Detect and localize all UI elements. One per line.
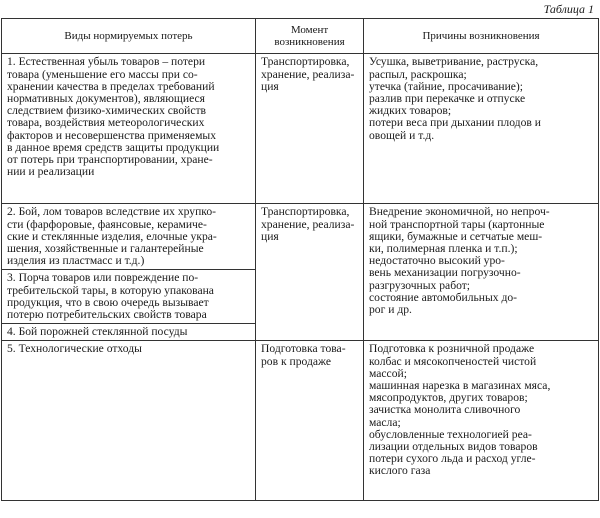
text-line: недостаточно высокий уро-: [369, 254, 505, 268]
text-line: 2. Бой, лом товаров вследствие их хрупко-: [7, 205, 216, 219]
text-line: ские и стеклянные изделия, елочные укра-: [7, 229, 217, 243]
text-line: колбас и мясокопченостей чистой: [369, 354, 537, 368]
cell-reasons: [364, 204, 599, 341]
text-line: товара, воздействия метеорологических: [7, 116, 205, 130]
header-row: [2, 19, 599, 54]
table-caption: Таблица 1: [543, 2, 594, 16]
text-line: масла;: [369, 415, 401, 429]
text-line: массой;: [369, 366, 407, 380]
text-line: требительской тары, в которую упакована: [7, 283, 214, 297]
header-moment: [256, 19, 364, 54]
text-line: Подготовка това-: [261, 342, 346, 356]
text-line: сти (фарфоровые, фаянсовые, керамиче-: [7, 217, 207, 231]
text-line: изделия из пластмасс и т.д.): [7, 254, 145, 268]
text-line: Усушка, выветривание, раструска,: [369, 55, 539, 69]
text-line: Подготовка к розничной продаже: [369, 342, 535, 356]
text-line: Внедрение экономичной, но непроч-: [369, 205, 550, 219]
text-line: потери веса при дыхании плодов и: [369, 116, 541, 130]
text-line: ящики, бумажные и сетчатые меш-: [369, 229, 543, 243]
text-line: зачистка монолита сливочного: [369, 403, 521, 417]
text-line: разлив при перекачке и отпуске: [369, 92, 526, 106]
cell-moment: [256, 54, 364, 204]
cell-type: [2, 54, 256, 204]
text-line: факторов и несовершенства применяемых: [7, 128, 216, 142]
text-line: 4. Бой порожней стеклянной посуды: [7, 325, 188, 339]
cell-moment: [256, 204, 364, 341]
text-line: ция: [261, 79, 279, 93]
text-line: мясопродуктов, других товаров;: [369, 391, 528, 405]
text-line: товара (уменьшение его массы при со-: [7, 67, 198, 81]
text-line: в данное время средств защиты продукции: [7, 140, 220, 154]
text-line: утечка (тайние, просачивание);: [369, 79, 524, 93]
text-line: ров к продаже: [261, 354, 332, 368]
text-line: продукция, что в свою очередь вызывает: [7, 295, 209, 309]
cell-moment: [256, 341, 364, 501]
text-line: машинная нарезка в магазинах мяса,: [369, 379, 551, 393]
text-line: хранение, реализа-: [261, 217, 355, 231]
text-line: вень механизации погрузочно-: [369, 266, 521, 280]
text-line: ной транспортной тары (картонные: [369, 217, 545, 231]
header-reasons: Причины возникновения: [364, 19, 599, 54]
text-line: от потерь при транспортировании, хране-: [7, 153, 213, 167]
text-line: состояние автомобильных до-: [369, 290, 518, 304]
text-line: 3. Порча товаров или повреждение по-: [7, 271, 199, 285]
text-line: жидких товаров;: [369, 104, 452, 118]
text-line: кислого газа: [369, 464, 431, 478]
text-line: 5. Технологические отходы: [7, 342, 142, 356]
text-line: нии и реализации: [7, 165, 95, 179]
text-line: обусловленные технологией реа-: [369, 427, 532, 441]
text-line: потерю потребительских свойств товара: [7, 308, 207, 322]
text-line: лизации отдельных видов товаров: [369, 440, 538, 454]
text-line: распыл, раскрошка;: [369, 67, 467, 81]
text-line: хранение, реализа-: [261, 67, 355, 81]
header-moment-line: возникновения: [274, 36, 345, 49]
header-moment-line: Момент: [290, 24, 329, 36]
text-line: Транспортировка,: [261, 55, 350, 69]
text-line: нормативных документов), являющиеся: [7, 92, 205, 106]
text-line: ция: [261, 229, 279, 243]
text-line: шения, хозяйственные и галантерейные: [7, 242, 204, 256]
table-row: [2, 54, 599, 204]
cell-type: [2, 270, 256, 324]
table-row: [2, 341, 599, 501]
text-line: ки, полимерная пленка и т.п.);: [369, 242, 518, 256]
text-line: Транспортировка,: [261, 205, 350, 219]
cell-type: [2, 204, 256, 270]
cell-reasons: [364, 54, 599, 204]
text-line: хранении качества в пределах требований: [7, 79, 215, 93]
cell-type: [2, 341, 256, 501]
text-line: овощей и т.д.: [369, 128, 435, 142]
cell-reasons: [364, 341, 599, 501]
header-loss-types: Виды нормируемых потерь: [2, 19, 256, 54]
table-row: [2, 204, 599, 270]
text-line: следствием физико-химических свойств: [7, 104, 207, 118]
text-line: потери сухого льда и расход угле-: [369, 452, 536, 466]
text-line: рог и др.: [369, 303, 412, 317]
cell-type: [2, 324, 256, 341]
norms-table: [1, 18, 599, 501]
text-line: 1. Естественная убыль товаров – потери: [7, 55, 206, 69]
text-line: разгрузочных работ;: [369, 278, 471, 292]
